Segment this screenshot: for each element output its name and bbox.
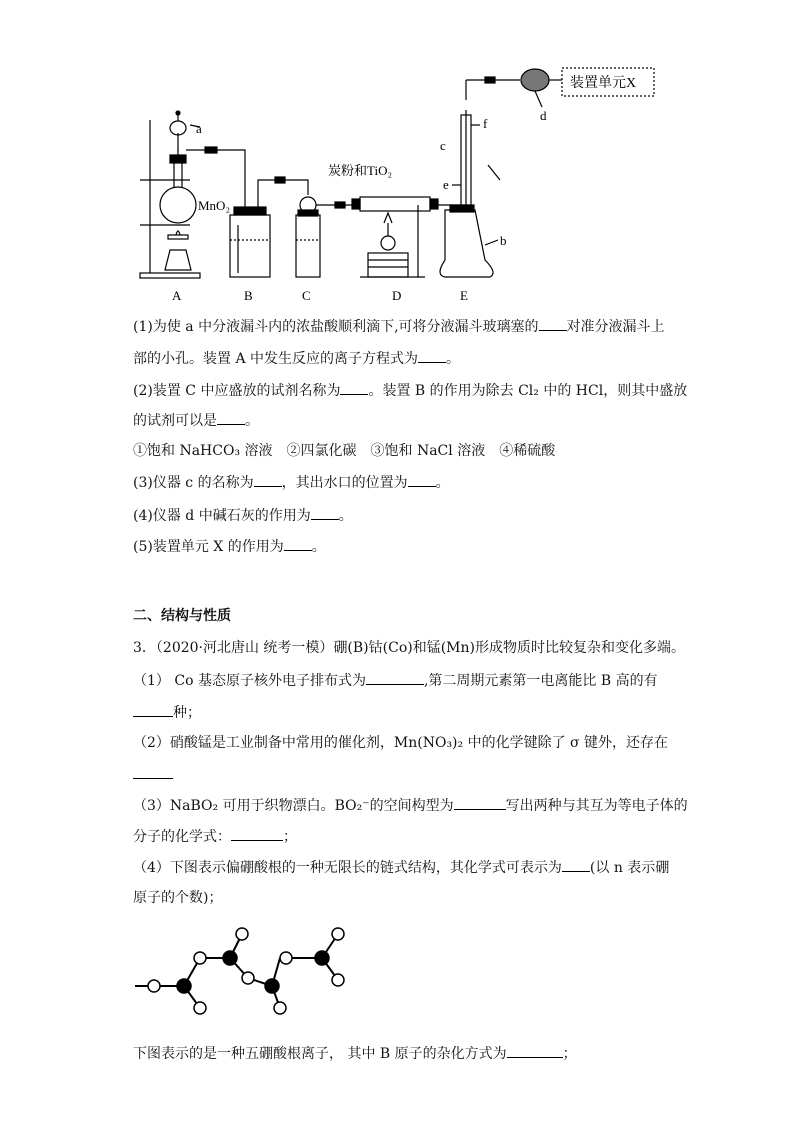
label-f: f: [483, 116, 488, 131]
q3-s5b: ；: [562, 1046, 577, 1062]
q2-part3: [133, 472, 450, 493]
q2-options: ①饱和 NaHCO₃ 溶液 ②四氯化碳 ③饱和 NaCl 溶液 ④稀硫酸: [133, 443, 556, 459]
answer-blank[interactable]: [408, 472, 436, 487]
q3-sub3-line1: [133, 795, 688, 816]
q3-s3a: （3）NaBO₂ 可用于织物漂白。BO₂⁻的空间构型为: [133, 798, 454, 814]
label-E: E: [460, 288, 468, 303]
label-D: D: [392, 288, 402, 303]
q3-sub4-line1: [133, 857, 669, 878]
answer-blank[interactable]: [366, 670, 424, 685]
q2-p3c: 。: [435, 475, 450, 491]
q2-part1-line2: [133, 348, 460, 369]
q2-p2b: 。装置 B 的作用为除去 Cl₂ 中的 HCl，则其中盛放: [368, 383, 688, 399]
q3-sub2-line1: （2）硝酸锰是工业制备中常用的催化剂，Mn(NO₃)₂ 中的化学键除了 σ 键外，还存在: [133, 735, 669, 751]
q2-part2-line1: [133, 380, 687, 401]
answer-blank[interactable]: [254, 472, 282, 487]
q3-s3b: 写出两种与其互为等电子体的: [505, 798, 688, 814]
q2-p5a: (5)装置单元 X 的作用为: [133, 539, 284, 555]
q2-p4b: 。: [338, 508, 353, 524]
q3-s1c: 种；: [173, 705, 201, 721]
q3-s3d: ；: [283, 829, 297, 845]
label-e: e: [443, 177, 449, 192]
label-mno2: MnO₂: [198, 198, 230, 213]
q3-sub2-line2: [133, 764, 173, 785]
q2-part5: [133, 536, 326, 557]
label-c: c: [440, 138, 446, 153]
q3-sub1-line1: [133, 670, 658, 691]
q2-p1a: (1)为使 a 中分液漏斗内的浓盐酸顺利滴下,可将分液漏斗玻璃塞的: [133, 319, 539, 335]
q2-p1d: 。: [446, 351, 461, 367]
q2-p5b: 。: [311, 539, 326, 555]
answer-blank[interactable]: [562, 857, 590, 872]
q3-intro: 3．（2020·河北唐山 统考一模）硼(B)钴(Co)和锰(Mn)形成物质时比较复杂和变化多端。: [133, 640, 685, 656]
q2-p4a: (4)仪器 d 中碱石灰的作用为: [133, 508, 311, 524]
answer-blank[interactable]: [284, 536, 312, 551]
q3-s3c: 分子的化学式：: [133, 829, 231, 845]
label-carbon-tio2: 炭粉和TiO₂: [328, 163, 393, 178]
q3-sub4-line2: 原子的个数)；: [133, 890, 223, 906]
q2-p2c: 的试剂可以是: [133, 413, 217, 429]
q3-s5a: 下图表示的是一种五硼酸根离子， 其中 B 原子的杂化方式为: [133, 1046, 507, 1062]
answer-blank[interactable]: [133, 702, 173, 717]
q2-part4: [133, 505, 353, 526]
q2-p1c: 部的小孔。装置 A 中发生反应的离子方程式为: [133, 351, 419, 367]
metaborate-chain-figure: [130, 918, 360, 1018]
label-unit-x: 装置单元X: [570, 76, 637, 91]
answer-blank[interactable]: [418, 348, 446, 363]
q2-p2d: 。: [245, 413, 259, 429]
q2-p3a: (3)仪器 c 的名称为: [133, 475, 254, 491]
answer-blank[interactable]: [507, 1043, 563, 1058]
q3-sub1-line2: [133, 702, 201, 723]
label-a: a: [196, 121, 202, 136]
answer-blank[interactable]: [311, 505, 339, 520]
section-title: 二、结构与性质: [133, 608, 231, 624]
q3-sub5: [133, 1043, 577, 1064]
apparatus-figure: [130, 55, 670, 310]
q2-p1b: 对准分液漏斗上: [566, 319, 665, 335]
label-B: B: [244, 288, 253, 303]
q2-part1-line1: [133, 316, 665, 337]
label-C: C: [302, 288, 311, 303]
answer-blank[interactable]: [539, 316, 567, 331]
label-A: A: [172, 288, 182, 303]
answer-blank[interactable]: [454, 795, 506, 810]
q2-p3b: ，其出水口的位置为: [281, 475, 408, 491]
answer-blank[interactable]: [133, 764, 173, 779]
q3-s1b: ,第二周期元素第一电离能比 B 高的有: [423, 673, 658, 689]
answer-blank[interactable]: [340, 380, 368, 395]
label-d: d: [540, 108, 547, 123]
q3-s1a: （1） Co 基态原子核外电子排布式为: [133, 673, 366, 689]
q2-p2a: (2)装置 C 中应盛放的试剂名称为: [133, 383, 341, 399]
answer-blank[interactable]: [217, 410, 245, 425]
q3-sub3-line2: [133, 826, 297, 847]
q3-s4b: (以 n 表示硼: [589, 860, 670, 876]
label-b: b: [500, 233, 507, 248]
q3-s4a: （4）下图表示偏硼酸根的一种无限长的链式结构，其化学式可表示为: [133, 860, 562, 876]
q2-part2-line2: [133, 410, 259, 431]
answer-blank[interactable]: [231, 826, 283, 841]
